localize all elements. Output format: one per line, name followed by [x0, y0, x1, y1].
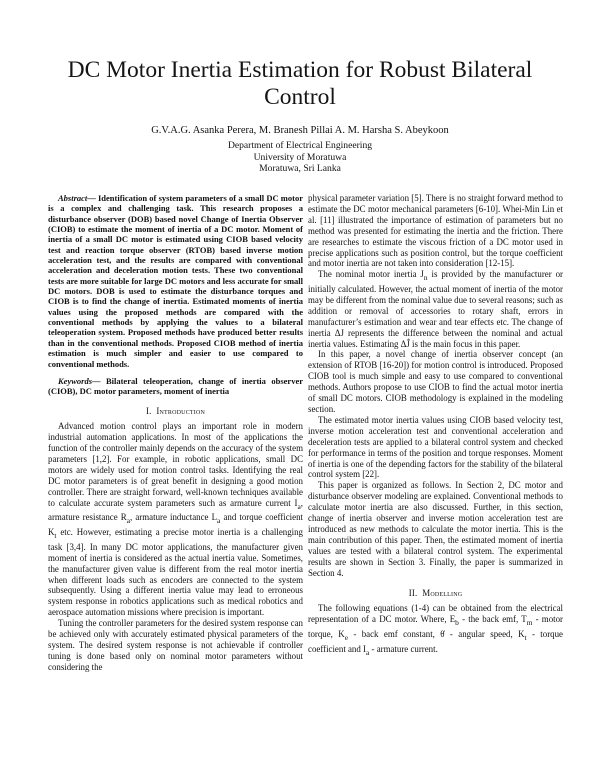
paper-title: DC Motor Inertia Estimation for Robust Bilateral Control: [67, 57, 533, 110]
continued-paragraph: physical parameter variation [5]. There is no straight forward method to estimate the DC motor mechanical parameters [6-10]. Whei-Min Lin et al. [11] illustrated the importance of estimation of parameters but no method was presented for estimating the inertia and the friction. There are researches to estimate the viscous friction of a DC motor used in precise applications such as position control, but the torque coefficient and motor inertia are not taken into consideration [12-15].: [308, 193, 563, 269]
nominal-inertia-paragraph: The nominal motor inertia $J_n$ is provided by the manufacturer or initially calculated. However, the actual moment of inertia of the motor may be different from the nominal value due to several reasons; such as addition or removal of accessories to rotary shaft, errors in manufacturer’s estimation and wear and tear effects etc. The change of inertia ΔJ represents the difference between the nominal and actual inertia values. Estimating ΔĴ is the main focus in this paper.: [308, 269, 563, 349]
abstract: [48, 193, 303, 369]
abstract-dash: —: [87, 193, 96, 203]
intro-paragraph-1: Advanced motion control plays an important role in modern industrial automation applications. In most of the applications the function of the controller mainly depends on the accuracy of the system parameters [1,2]. For example, in robotic applications, small DC motors are widely used for motion control tasks. Identifying the real DC motor parameters is of great benefit in designing a good motion controller. There are straight forward, well-known techniques available to calculate accurate system parameters such as armature current $I_a$, armature resistance $R_a$, armature inductance $L_a$ and torque coefficient $K_t$ etc. However, estimating a precise motor inertia is a challenging task [3,4]. In many DC motor applications, the manufacturer given moment of inertia is considered as the actual inertia value. Sometimes, the manufacturer given value is different from the real motor inertia when different loads such as encoders are connected to the system subsequently. Using a different inertia value may lead to erroneous system response in robotics applications such as medical robotics and aerospace automation missions where precision is important.: [48, 421, 303, 618]
section-heading-introduction: [48, 406, 303, 417]
section-title: Introduction: [156, 405, 206, 416]
estimated-values-paragraph: The estimated motor inertia values using CIOB based velocity test, inverse motion acceleration test and conventional acceleration and deceleration tests are applied to a bilateral control system and checked for performance in terms of the position and torque responses. Moment of inertia is one of the depending factors for the stability of the bilateral control system [22].: [308, 414, 563, 480]
affiliation-university: University of Moratuwa: [253, 151, 347, 163]
affiliation-location: Moratuwa, Sri Lanka: [259, 163, 341, 175]
affiliation-block: [40, 140, 560, 175]
author-list: G.V.A.G. Asanka Perera, M. Branesh Pillai A. M. Harsha S. Abeykoon: [151, 125, 449, 136]
intro-paragraph-2: Tuning the controller parameters for the desired system response can be achieved only with accurately estimated physical parameters of the system. The desired system response is not achievable if controller tuning is done based only on nominal motor parameters without considering the: [48, 618, 303, 672]
keywords-text: Bilateral teleoperation, change of inertia observer (CIOB), DC motor parameters, moment of inertia: [48, 375, 303, 397]
keywords-label: Keywords: [58, 375, 92, 386]
right-column: [308, 193, 563, 658]
modelling-paragraph: The following equations (1-4) can be obtained from the electrical representation of a DC motor. Where, $E_b$ - the back emf, $T_m$ - motor torque, $K_e$ - back emf constant, θ̇ - angular speed, $K_t$ - torque coefficient and $I_a$ - armature current.: [308, 603, 563, 657]
section-number: II.: [408, 587, 418, 598]
section-number: I.: [145, 405, 152, 416]
abstract-text: Identification of system parameters of a small DC motor is a complex and challenging task. This research proposes a disturbance observer (DOB) based novel Change of Inertia Observer (CIOB) to estimate the moment of inertia of a DC motor. Moment of inertia of a small DC motor is estimated using CIOB based velocity test and reaction torque observer (RTOB) based inverse motion acceleration test, and the results are compared with conventional acceleration and deceleration motion tests. These two conventional tests are more suitable for large DC motors and less accurate for small DC motors. DOB is used to estimate the disturbance torques and CIOB is to find the change of inertia. Estimated moments of inertia values using the proposed methods are compared with the conventional methods by applying the values to a bilateral teleoperation system. Proposed methods have produced better results than in the conventional methods. Proposed CIOB method of inertia estimation is much simpler and easier to use compared to conventional methods.: [48, 193, 303, 369]
abstract-label: Abstract: [58, 193, 88, 203]
section-heading-modelling: [308, 588, 563, 599]
left-column: [48, 193, 303, 673]
affiliation-department: Department of Electrical Engineering: [227, 140, 373, 151]
ciob-intro-paragraph: In this paper, a novel change of inertia observer concept (an extension of RTOB [16-20]) for motion control is introduced. Proposed CIOB tool is much simple and easy to use compared to conventional methods. Authors propose to use CIOB to find the actual motor inertia of small DC motors. CIOB methodology is explained in the modeling section.: [308, 349, 563, 414]
section-title: Modelling: [422, 587, 463, 598]
organization-paragraph: This paper is organized as follows. In Section 2, DC motor and disturbance observer modeling are explained. Conventional methods to calculate motor inertia are also discussed. Further, in this section, change of inertia observer and inverse motion acceleration test are introduced as new methods to calculate the motor inertia. This is the main contribution of this paper. Then, the estimated moment of inertia values are tested with a bilateral control system. The experimental results are shown in Section 3. Finally, the paper is summarized in Section 4.: [308, 480, 563, 578]
keywords: [48, 376, 303, 397]
keywords-dash: —: [92, 375, 101, 386]
